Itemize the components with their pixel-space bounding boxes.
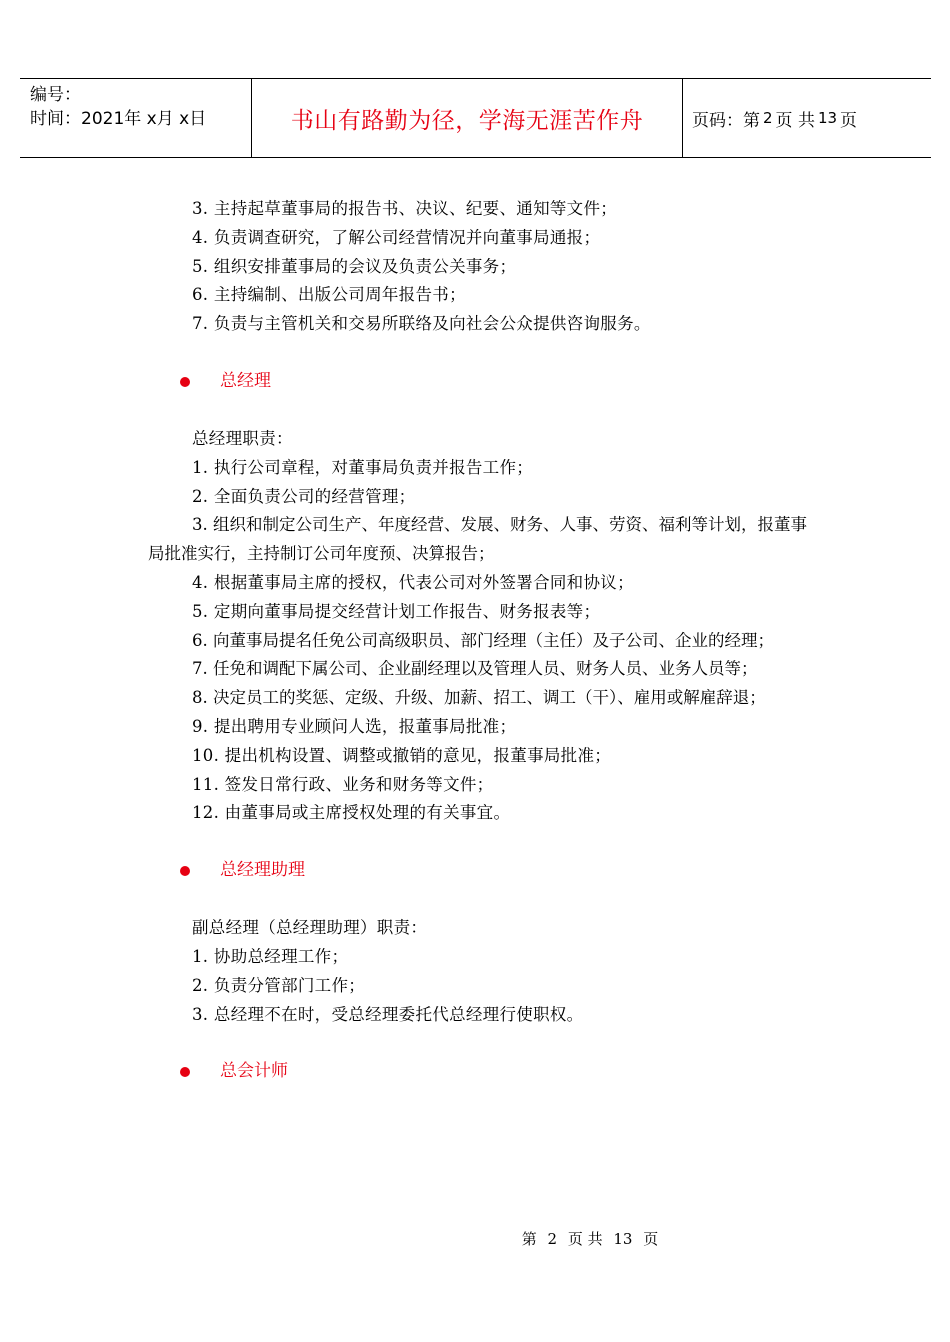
list-item: 1. 协助总经理工作； xyxy=(192,946,349,966)
footer-prefix: 第 xyxy=(521,1230,537,1248)
page-of-label: 页 共 xyxy=(775,110,815,131)
list-item: 2. 负责分管部门工作； xyxy=(192,975,366,995)
list-item: 10. 提出机构设置、调整或撤销的意见，报董事局批准； xyxy=(192,745,612,765)
header-motto: 书山有路勤为径，学海无涯苦作舟 xyxy=(290,107,644,134)
section-chief-accountant xyxy=(148,1057,808,1085)
list-item: 9. 提出聘用专业顾问人选，报董事局批准； xyxy=(192,716,517,736)
page-header xyxy=(20,78,931,158)
section-heading: 副总经理（总经理助理）职责： xyxy=(192,918,428,938)
list-item: 1. 执行公司章程，对董事局负责并报告工作； xyxy=(192,457,534,477)
time-month: x xyxy=(146,109,157,129)
page-footer xyxy=(0,1228,950,1249)
list-item: 7. 负责与主管机关和交易所联络及向社会公众提供咨询服务。 xyxy=(192,314,651,334)
page-total: 13 xyxy=(817,109,838,127)
list-item: 7. 任免和调配下属公司、企业副经理以及管理人员、财务人员、业务人员等； xyxy=(192,659,758,679)
list-item: 6. 主持编制、出版公司周年报告书； xyxy=(192,285,466,305)
header-page-info xyxy=(692,79,857,157)
section-general-manager xyxy=(148,367,808,395)
page-unit: 页 xyxy=(840,110,858,131)
header-meta xyxy=(30,83,250,131)
section-assistant xyxy=(148,856,808,884)
header-divider xyxy=(682,79,683,157)
footer-page: 2 xyxy=(547,1230,558,1248)
time-day-unit: 日 xyxy=(189,109,207,129)
time-year-unit: 年 xyxy=(124,109,142,129)
list-item: 6. 向董事局提名任免公司高级职员、部门经理（主任）及子公司、企业的经理； xyxy=(192,630,774,650)
section-title: 总经理 xyxy=(220,370,271,391)
list-item: 2. 全面负责公司的经营管理； xyxy=(192,486,416,506)
page-label: 页码：第 xyxy=(692,110,760,131)
section-heading: 总经理职责： xyxy=(192,428,293,448)
section-title: 总会计师 xyxy=(220,1061,288,1082)
footer-total: 13 xyxy=(613,1230,633,1248)
document-body xyxy=(148,195,808,1085)
bullet-icon xyxy=(180,866,190,876)
list-item: 8. 决定员工的奖惩、定级、升级、加薪、招工、调工（干）、雇用或解雇辞退； xyxy=(192,688,766,708)
section-title: 总经理助理 xyxy=(220,860,305,881)
footer-middle: 页 共 xyxy=(567,1230,603,1248)
page-number: 2 xyxy=(763,109,773,127)
list-item: 11. 签发日常行政、业务和财务等文件； xyxy=(192,774,494,794)
footer-suffix: 页 xyxy=(643,1230,659,1248)
list-item: 4. 负责调查研究，了解公司经营情况并向董事局通报； xyxy=(192,227,601,247)
bullet-icon xyxy=(180,377,190,387)
list-item: 3. 主持起草董事局的报告书、决议、纪要、通知等文件； xyxy=(192,199,618,218)
doc-number-label: 编号： xyxy=(30,85,81,105)
bullet-icon xyxy=(180,1067,190,1077)
list-item: 5. 组织安排董事局的会议及负责公关事务； xyxy=(192,256,517,276)
list-item: 3. 组织和制定公司生产、年度经营、发展、财务、人事、劳资、福利等计划，报董事局批准实行，主持制订公司年度预、决算报告； xyxy=(148,515,807,564)
time-month-unit: 月 xyxy=(156,109,174,129)
list-item: 4. 根据董事局主席的授权，代表公司对外签署合同和协议； xyxy=(192,572,634,592)
time-line xyxy=(30,107,250,131)
list-item: 3. 总经理不在时，受总经理委托代总经理行使职权。 xyxy=(192,1004,584,1024)
list-item: 12. 由董事局或主席授权处理的有关事宜。 xyxy=(192,803,511,823)
list-item: 5. 定期向董事局提交经营计划工作报告、财务报表等； xyxy=(192,601,601,621)
time-year: 2021 xyxy=(81,109,125,129)
time-label: 时间： xyxy=(30,109,81,129)
time-day: x xyxy=(179,109,190,129)
